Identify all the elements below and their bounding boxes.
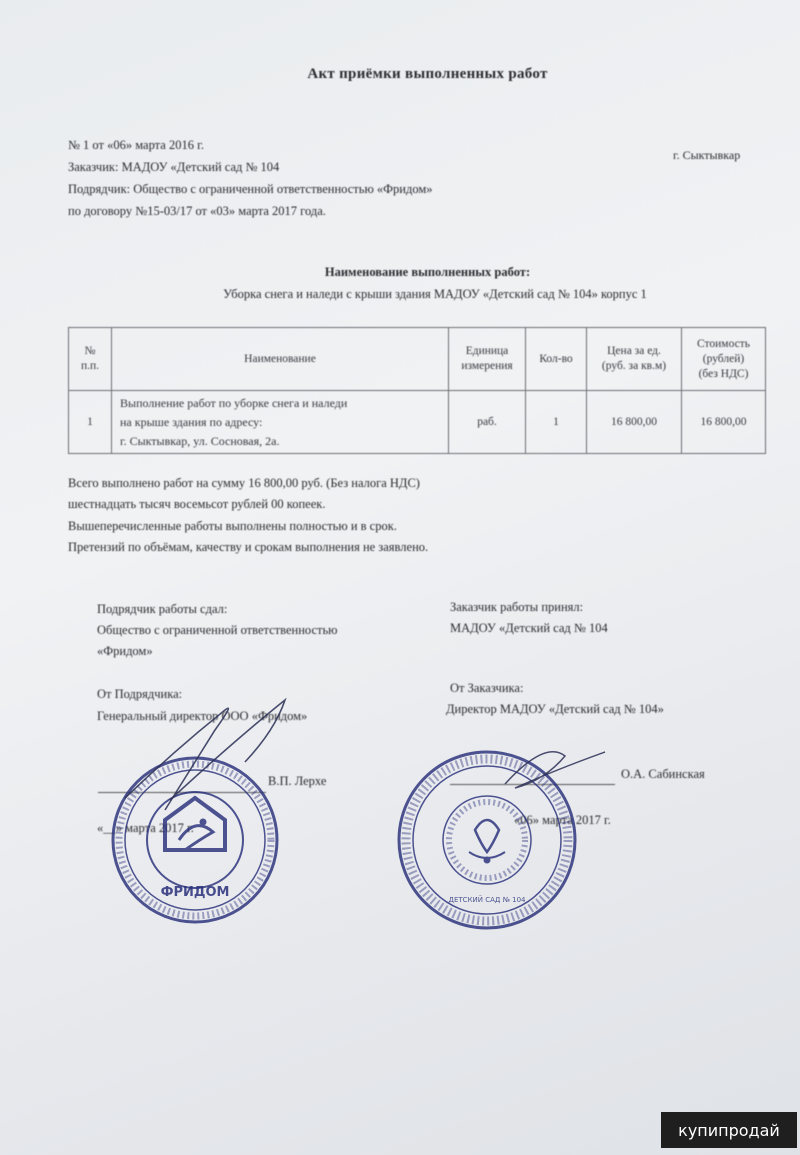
customer-signer: О.А. Сабинская [621,767,705,781]
works-table [68,327,766,454]
row-num: 1 [69,391,112,454]
col-unit-line2: измерения [461,360,513,372]
row-qty: 1 [526,391,587,454]
col-num [69,328,112,391]
row-desc-line2: на крыше здания по адресу: [120,414,263,429]
row-desc-line1: Выполнение работ по уборке снега и наледи [120,395,348,410]
contractor-stamp-text: ФРИДОМ [160,885,230,900]
customer-line: Заказчик: МАДОУ «Детский сад № 104 [68,160,280,174]
row-price: 16 800,00 [587,391,682,454]
col-unit-line1: Единица [465,345,509,357]
act-number-date: № 1 от «06» марта 2016 г. [68,138,204,152]
document-title: Акт приёмки выполненных работ [307,66,548,82]
customer-stamp [395,740,615,940]
contractor-from: От Подрядчика: [97,687,183,701]
city: г. Сыктывкар [673,148,741,162]
customer-from: От Заказчика: [450,681,524,695]
contractor-label: Подрядчик работы сдал: [97,602,228,616]
col-qty: Кол-во [526,328,587,391]
customer-date: «06» марта 2017 г. [514,813,611,827]
row-description [112,391,449,454]
contractor-signer: В.П. Лерхе [268,774,327,788]
col-price-line2: (руб. за кв.м) [601,360,667,372]
contractor-stamp [95,690,385,940]
works-title: Наименование выполненных работ: [324,265,531,279]
col-unit [449,328,526,391]
contractor-date: «__» марта 2017 г. [97,821,194,835]
col-num-line2: п.п. [80,360,100,372]
row-cost: 16 800,00 [682,391,766,454]
summary-total: Всего выполнено работ на сумму 16 800,00 руб. (Без налога НДС) [68,476,420,490]
summary-completed: Вышеперечисленные работы выполнены полностью и в срок. [68,519,397,533]
col-cost-line3: (без НДС) [698,367,749,380]
row-desc-line3: г. Сыктывкар, ул. Сосновая, 2а. [120,433,280,448]
customer-stamp-text: ДЕТСКИЙ САД № 104 [448,896,526,904]
contractor-org-line1: Общество с ограниченной ответственностью [97,623,338,637]
contract-line: по договору №15-03/17 от «03» марта 2017 года. [68,204,326,218]
contractor-position: Генеральный директор ООО «Фридом» [97,709,308,723]
col-price [587,328,682,391]
col-price-line1: Цена за ед. [607,345,661,357]
customer-org: МАДОУ «Детский сад № 104 [450,621,608,635]
summary-words: шестнадцать тысяч восемьсот рублей 00 копеек. [68,497,326,511]
table-row [69,391,766,454]
contractor-line: Подрядчик: Общество с ограниченной ответственностью «Фридом» [68,182,433,196]
col-num-line1: № [84,345,96,357]
customer-position: Директор МАДОУ «Детский сад № 104» [446,702,664,716]
watermark-badge: купипродай [661,1112,797,1148]
col-cost-line2: (рублей) [702,352,745,365]
summary-no-claims: Претензий по объёмам, качеству и срокам выполнения не заявлено. [68,540,429,554]
row-unit: раб. [449,391,526,454]
col-cost [682,328,766,391]
works-subtitle: Уборка снега и наледи с крыши здания МАДОУ «Детский сад № 104» корпус 1 [223,287,647,301]
col-name: Наименование [112,328,449,391]
customer-label: Заказчик работы принял: [450,600,584,614]
table-header-row [69,328,766,391]
col-cost-line1: Стоимость [697,337,750,350]
contractor-org-line2: «Фридом» [97,644,153,658]
